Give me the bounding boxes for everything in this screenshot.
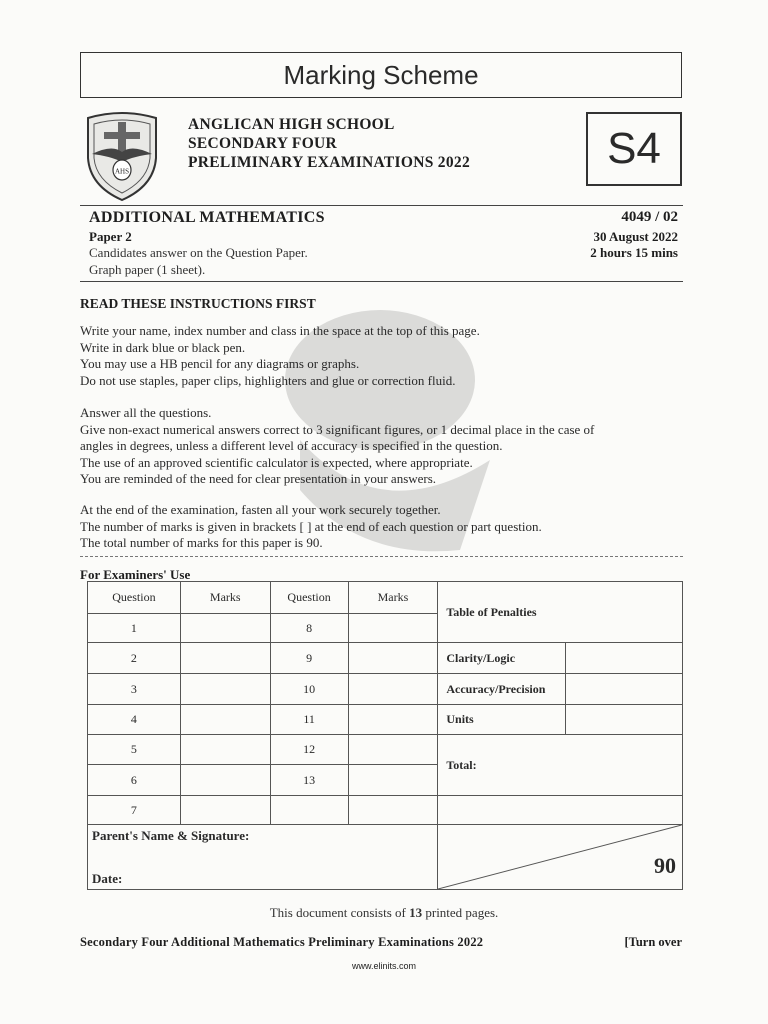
question-number: 3 (88, 674, 181, 705)
total-label: Total: (438, 735, 683, 796)
total-marks-cell (438, 825, 683, 890)
penalty-label: Clarity/Logic (438, 643, 566, 674)
marks-cell (180, 614, 270, 643)
instruction-line: You are reminded of the need for clear presentation in your answers. (80, 471, 437, 486)
instruction-line: The number of marks is given in brackets [ ] at the end of each question or part question. (80, 518, 542, 534)
question-number: 13 (270, 765, 348, 796)
instructions-heading: READ THESE INSTRUCTIONS FIRST (80, 296, 316, 311)
school-crest-icon (82, 110, 162, 202)
instructions-block-1 (80, 323, 680, 389)
instruction-line: angles in degrees, unless a different level of accuracy is specified in the question. (80, 438, 503, 453)
penalty-label: Units (438, 705, 566, 735)
candidate-note: Candidates answer on the Question Paper. (89, 245, 308, 260)
level-code-box: S4 (586, 112, 682, 186)
parent-signature-cell (88, 825, 438, 890)
examiners-use-label: For Examiners' Use (80, 567, 191, 582)
crest-text: AHS (114, 167, 130, 176)
paper-code: 4049 / 02 (621, 209, 678, 225)
dashed-divider (80, 556, 683, 557)
question-number: 2 (88, 643, 181, 674)
marks-cell (348, 705, 438, 735)
instruction-line: Do not use staples, paper clips, highlighters and glue or correction fluid. (80, 372, 456, 388)
school-level: SECONDARY FOUR (188, 135, 338, 152)
marks-cell (348, 643, 438, 674)
question-number: 4 (88, 705, 181, 735)
page-title: Marking Scheme (80, 52, 682, 98)
header-question-2: Question (270, 582, 348, 614)
marks-cell (180, 735, 270, 765)
question-number: 8 (270, 614, 348, 643)
exam-title: PRELIMINARY EXAMINATIONS 2022 (188, 154, 471, 171)
question-number: 10 (270, 674, 348, 705)
question-number: 5 (88, 735, 181, 765)
question-number: 1 (88, 614, 181, 643)
exam-duration: 2 hours 15 mins (590, 245, 678, 260)
instruction-line: At the end of the examination, fasten all your work securely together. (80, 502, 441, 517)
total-blank-cell (438, 796, 683, 825)
instruction-line: Answer all the questions. (80, 405, 212, 420)
question-number: 7 (88, 796, 181, 825)
marks-cell (270, 796, 348, 825)
marks-cell (348, 796, 438, 825)
page-count-note (0, 905, 768, 921)
date-label: Date: (92, 871, 123, 886)
graph-paper-note: Graph paper (1 sheet). (89, 262, 206, 277)
instructions-block-2 (80, 405, 680, 488)
footer-title: Secondary Four Additional Mathematics Preliminary Examinations 2022 (80, 935, 484, 949)
subject-title: ADDITIONAL MATHEMATICS (89, 209, 325, 226)
penalty-value (566, 643, 683, 674)
penalty-value (566, 674, 683, 705)
marks-cell (348, 765, 438, 796)
header-divider (80, 205, 683, 206)
page-count-suffix: printed pages. (422, 905, 499, 920)
marks-cell (180, 705, 270, 735)
instruction-line: The use of an approved scientific calculator is expected, where appropriate. (80, 454, 473, 470)
question-number: 6 (88, 765, 181, 796)
instruction-line: Give non-exact numerical answers correct to 3 significant figures, or 1 decimal place in the case of (80, 421, 595, 437)
exam-date: 30 August 2022 (593, 229, 678, 244)
marks-cell (180, 765, 270, 796)
total-marks-value: 90 (654, 853, 676, 878)
marks-table (87, 581, 683, 889)
marks-cell (180, 796, 270, 825)
question-number: 11 (270, 705, 348, 735)
marks-cell (180, 643, 270, 674)
instructions-block-3 (80, 502, 680, 552)
school-name: ANGLICAN HIGH SCHOOL (188, 116, 395, 133)
parent-signature-label: Parent's Name & Signature: (92, 828, 250, 843)
marks-cell (348, 674, 438, 705)
marks-cell (348, 614, 438, 643)
instruction-line: The total number of marks for this paper is 90. (80, 535, 323, 550)
instruction-line: Write your name, index number and class in the space at the top of this page. (80, 323, 480, 338)
exam-info-divider (80, 281, 683, 282)
instruction-line: You may use a HB pencil for any diagrams or graphs. (80, 356, 360, 371)
instruction-line: Write in dark blue or black pen. (80, 339, 246, 355)
page-count: 13 (409, 905, 423, 920)
question-number: 9 (270, 643, 348, 674)
turn-over-label: [Turn over (624, 935, 682, 949)
penalty-label: Accuracy/Precision (438, 674, 566, 705)
marks-cell (348, 735, 438, 765)
header-question: Question (88, 582, 181, 614)
header-marks-2: Marks (348, 582, 438, 614)
header-marks: Marks (180, 582, 270, 614)
footer-url: www.elinits.com (351, 961, 416, 971)
marks-cell (180, 674, 270, 705)
question-number: 12 (270, 735, 348, 765)
paper-number: Paper 2 (89, 229, 132, 244)
page-count-prefix: This document consists of (269, 905, 410, 920)
penalty-value (566, 705, 683, 735)
diagonal-line-icon (438, 825, 682, 889)
penalties-title: Table of Penalties (438, 582, 683, 643)
